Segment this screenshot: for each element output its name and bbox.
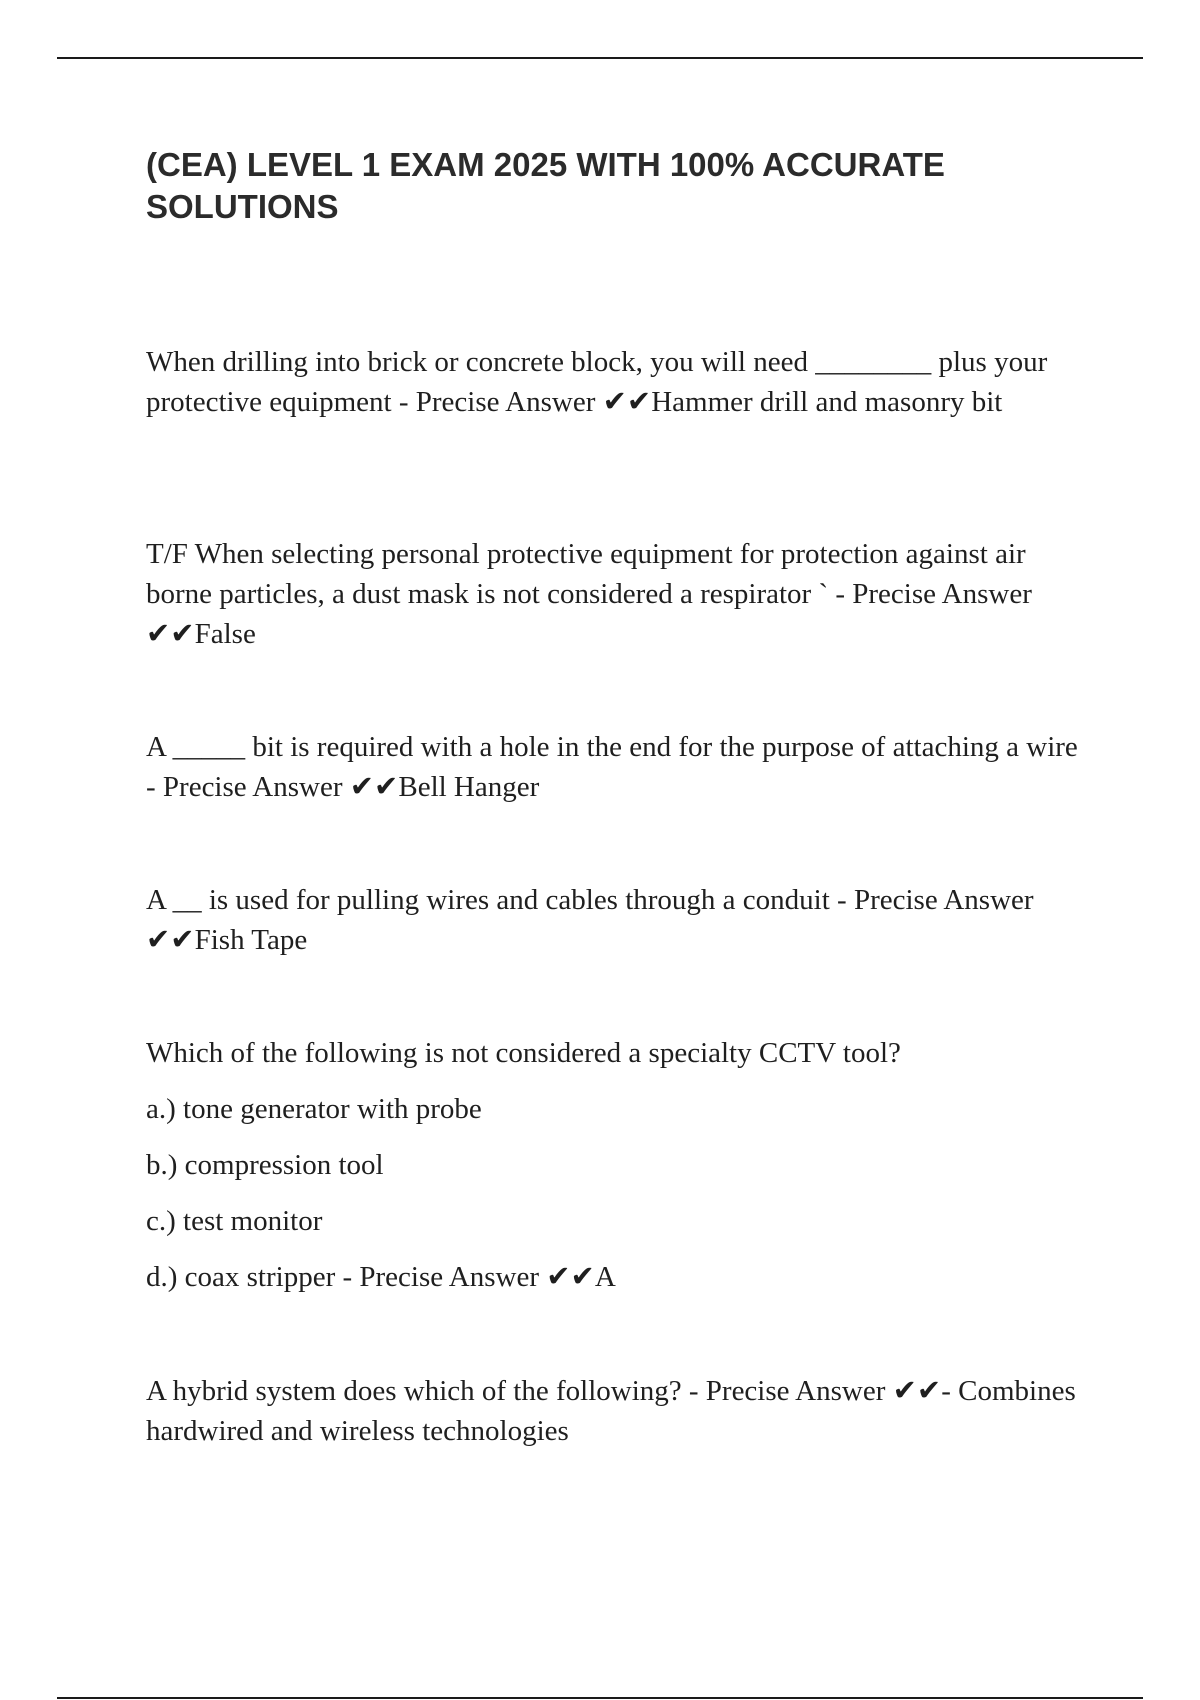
question-3 <box>146 727 1086 807</box>
question-1 <box>146 342 1086 422</box>
document-title: (CEA) LEVEL 1 EXAM 2025 WITH 100% ACCURATE SOLUTIONS <box>146 146 945 225</box>
answer-option-b: b.) compression tool <box>146 1149 384 1181</box>
answer-option-a: a.) tone generator with probe <box>146 1093 482 1125</box>
question-6 <box>146 1371 1086 1451</box>
question-2 <box>146 534 1086 654</box>
answer-option-c: c.) test monitor <box>146 1205 323 1237</box>
question-text: When drilling into brick or concrete block, you will need ________ plus your protective equipment - Precise Answer ✔✔Hammer drill and masonry bit <box>146 346 1048 418</box>
footer-rule <box>57 1697 1143 1699</box>
question-text: Which of the following is not considered a specialty CCTV tool? <box>146 1037 901 1069</box>
question-4 <box>146 880 1086 960</box>
header-rule <box>57 57 1143 59</box>
question-5 <box>146 1033 1086 1297</box>
answer-option-d: d.) coax stripper - Precise Answer ✔✔A <box>146 1261 616 1293</box>
question-text: A _____ bit is required with a hole in the end for the purpose of attaching a wire - Precise Answer ✔✔Bell Hanger <box>146 731 1078 803</box>
question-text: A __ is used for pulling wires and cables through a conduit - Precise Answer ✔✔Fish Tape <box>146 884 1034 956</box>
question-text: A hybrid system does which of the following? - Precise Answer ✔✔- Combines hardwired and wireless technologies <box>146 1375 1076 1447</box>
question-text: T/F When selecting personal protective equipment for protection against air borne particles, a dust mask is not considered a respirator ` - Precise Answer ✔✔False <box>146 538 1032 650</box>
